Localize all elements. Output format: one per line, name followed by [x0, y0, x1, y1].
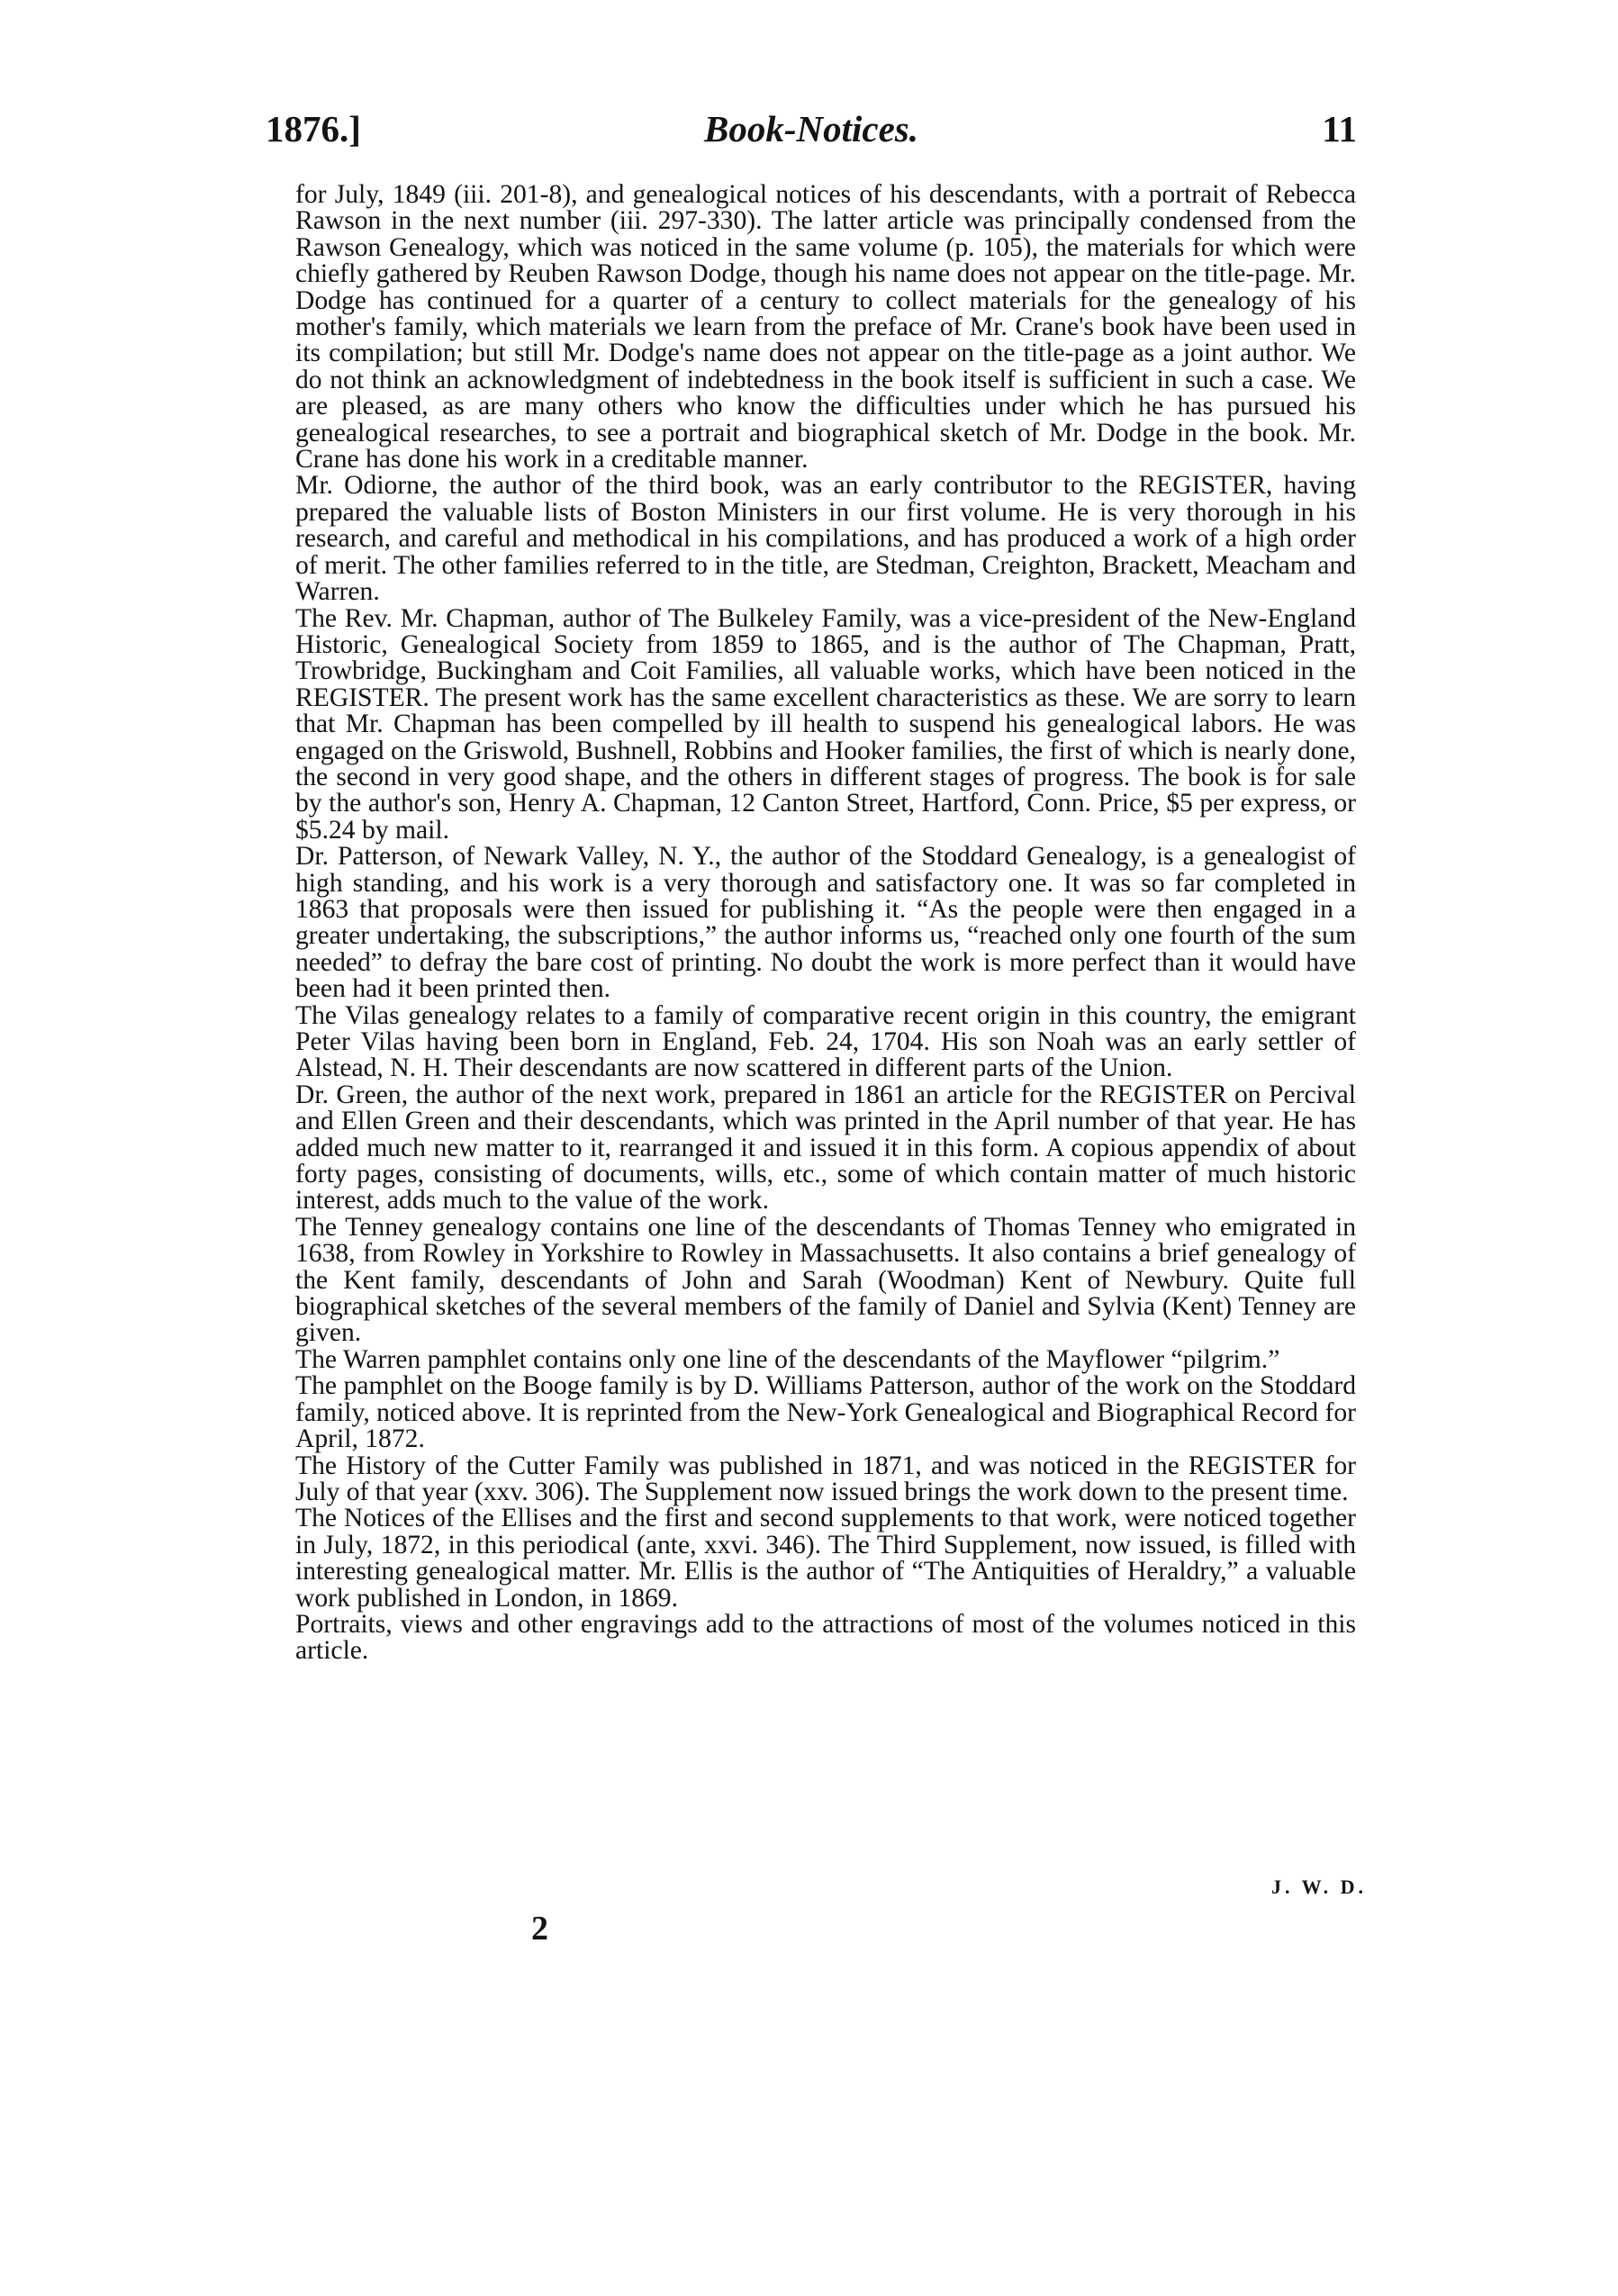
signature-mark: 2 [531, 1910, 548, 1948]
paragraph: Dr. Green, the author of the next work, prepared in 1861 an article for the REGISTER on Percival and Ellen Green and their descendants, which was printed in the April number of that year. He has added much new matter to it, rearranged it and issued it in this form. A copious appendix of about forty pages, consisting of documents, wills, etc., some of which contain matter of much historic interest, adds much to the value of the work. [295, 1080, 1356, 1216]
paragraph: The Tenney genealogy contains one line of the descendants of Thomas Tenney who emigrated in 1638, from Rowley in Yorkshire to Rowley in Massachusetts. It also contains a brief genealogy of the Kent family, descendants of John and Sarah (Woodman) Kent of Newbury. Quite full biographical sketches of the several members of the family of Daniel and Sylvia (Kent) Tenney are given. [295, 1212, 1356, 1348]
running-head [266, 106, 1357, 160]
paragraph: The Notices of the Ellises and the first and second supplements to that work, were noticed together in July, 1872, in this periodical (ante, xxvi. 346). The Third Supplement, now issued, is filled with interesting genealogical matter. Mr. Ellis is the author of “The Antiquities of Heraldry,” a valuable work published in London, in 1869. [295, 1504, 1356, 1613]
header-title: Book-Notices. [704, 108, 918, 149]
author-signature: J. W. D. [1271, 1876, 1367, 1898]
paragraph: The pamphlet on the Booge family is by D. Williams Patterson, author of the work on the Stoddard family, noticed above. It is reprinted from the New-York Genealogical and Biographical Record for April, 1872. [295, 1371, 1356, 1454]
paragraph: The Warren pamphlet contains only one line of the descendants of the Mayflower “pilgrim.” [295, 1344, 1280, 1374]
paragraph: for July, 1849 (iii. 201-8), and genealogical notices of his descendants, with a portrait of Rebecca Rawson in the next number (iii. 297-330). The latter article was principally condensed from the Rawson Genealogy, which was noticed in the same volume (p. 105), the materials for which were chiefly gathered by Reuben Rawson Dodge, though his name does not appear on the title-page. Mr. Dodge has continued for a quarter of a century to collect materials for the genealogy of his mother's family, which materials we learn from the preface of Mr. Crane's book have been used in its compilation; but still Mr. Dodge's name does not appear on the title-page as a joint author. We do not think an acknowledgment of indebtedness in the book itself is sufficient in such a case. We are pleased, as are many others who know the difficulties under which he has pursued his genealogical researches, to see a portrait and biographical sketch of Mr. Dodge in the book. Mr. Crane has done his work in a creditable manner. [295, 180, 1356, 475]
paragraph: The History of the Cutter Family was published in 1871, and was noticed in the REGISTER for July of that year (xxv. 306). The Supplement now issued brings the work down to the present time. [295, 1451, 1356, 1506]
paragraph: Portraits, views and other engravings add to the attractions of most of the volumes noticed in this article. [295, 1609, 1356, 1666]
paragraph: Mr. Odiorne, the author of the third book, was an early contributor to the REGISTER, having prepared the valuable lists of Boston Ministers in our first volume. He is very thorough in his research, and careful and methodical in his compilations, and has produced a work of a high order of merit. The other families referred to in the title, are Stedman, Creighton, Brackett, Meacham and Warren. [295, 471, 1356, 607]
header-year: 1876.] [266, 108, 361, 149]
paragraph: Dr. Patterson, of Newark Valley, N. Y., the author of the Stoddard Genealogy, is a genealogist of high standing, and his work is a very thorough and satisfactory one. It was so far completed in 1863 that proposals were then issued for publishing it. “As the people were then engaged in a greater undertaking, the subscriptions,” the author informs us, “reached only one fourth of the sum needed” to defray the bare cost of printing. No doubt the work is more perfect than it would have been had it been printed then. [295, 842, 1356, 1004]
article-body [295, 182, 1356, 1665]
paragraph: The Rev. Mr. Chapman, author of The Bulkeley Family, was a vice-president of the New-England Historic, Genealogical Society from 1859 to 1865, and is the author of The Chapman, Pratt, Trowbridge, Buckingham and Coit Families, all valuable works, which have been noticed in the REGISTER. The present work has the same excellent characteristics as these. We are sorry to learn that Mr. Chapman has been compelled by ill health to suspend his genealogical labors. He was engaged on the Griswold, Bushnell, Robbins and Hooker families, the first of which is nearly done, the second in very good shape, and the others in different stages of progress. The book is for sale by the author's son, Henry A. Chapman, 12 Canton Street, Hartford, Conn. Price, $5 per express, or $5.24 by mail. [295, 603, 1356, 845]
header-page-number: 11 [1322, 108, 1357, 149]
paragraph: The Vilas genealogy relates to a family of comparative recent origin in this country, the emigrant Peter Vilas having been born in England, Feb. 24, 1704. His son Noah was an early settler of Alstead, N. H. Their descendants are now scattered in different parts of the Union. [295, 1000, 1356, 1083]
